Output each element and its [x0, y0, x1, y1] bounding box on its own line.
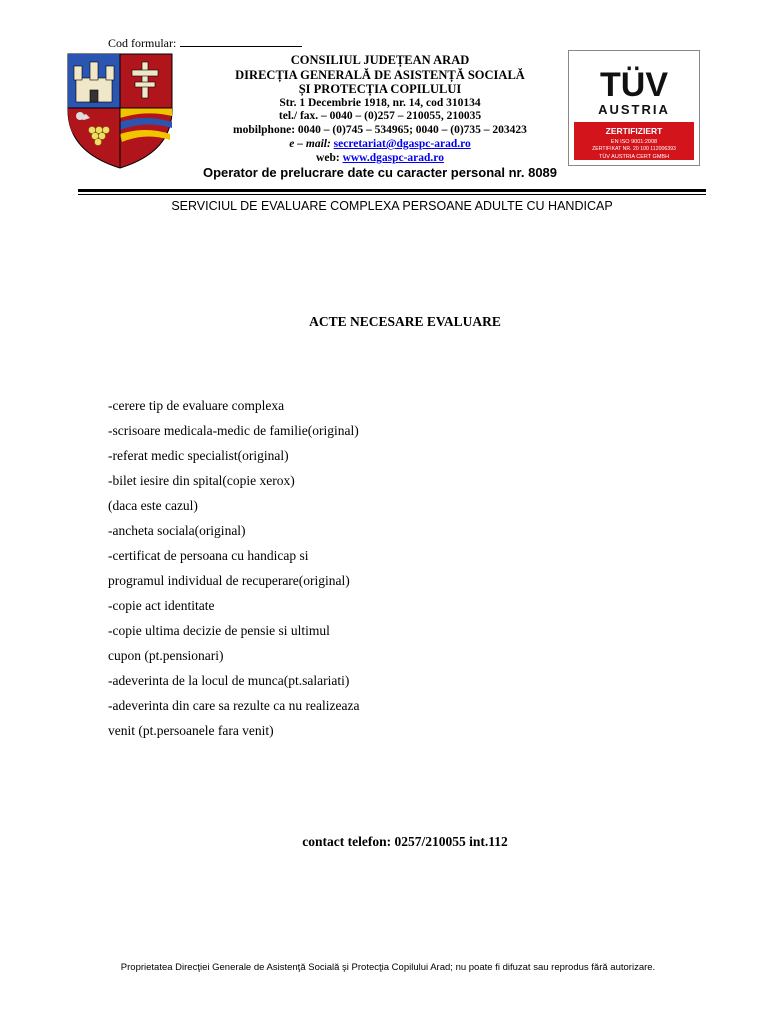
- required-documents-list: [108, 396, 359, 746]
- header-email: [180, 138, 580, 150]
- email-label: e – mail:: [289, 138, 331, 150]
- list-item: -copie ultima decizie de pensie si ultimul: [108, 623, 330, 638]
- header-address: Str. 1 Decembrie 1918, nr. 14, cod 310134: [279, 97, 481, 109]
- list-item: -adeverinta din care sa rezulte ca nu realizeaza: [108, 698, 360, 713]
- web-label: web:: [316, 152, 340, 164]
- header-mobile: mobilphone: 0040 – (0)745 – 534965; 0040 – (0)735 – 203423: [233, 124, 527, 136]
- list-item: -bilet iesire din spital(copie xerox): [108, 473, 295, 488]
- list-item: -scrisoare medicala-medic de familie(original): [108, 423, 359, 438]
- list-item: programul individual de recuperare(original): [108, 573, 350, 588]
- header-council: CONSILIUL JUDEȚEAN ARAD: [290, 53, 470, 67]
- header-telephone: tel./ fax. – 0040 – (0)257 – 210055, 210035: [278, 110, 482, 122]
- list-item: -copie act identitate: [108, 598, 215, 613]
- list-item: cupon (pt.pensionari): [108, 648, 224, 663]
- header-rule-thin: [78, 194, 706, 195]
- county-coat-of-arms: [66, 52, 174, 170]
- tuv-brand: TÜV: [600, 66, 668, 104]
- list-item: -cerere tip de evaluare complexa: [108, 398, 285, 413]
- list-item: -certificat de persoana cu handicap si: [108, 548, 309, 563]
- contact-phone: contact telefon: 0257/210055 int.112: [302, 834, 508, 849]
- footer-notice: Proprietatea Direcţiei Generale de Asistenţă Socială şi Protecţia Copilului Arad; nu poate fi difuzat sau reprodus fără autorizare.: [120, 962, 656, 973]
- header-child-protection: ȘI PROTECȚIA COPILULUI: [298, 82, 462, 96]
- form-code-blank[interactable]: [180, 35, 302, 47]
- header-data-operator: Operator de prelucrare date cu caracter personal nr. 8089: [202, 165, 558, 180]
- tuv-badge: ZERTIFIZIERT: [605, 126, 663, 136]
- header-directorate: DIRECȚIA GENERALĂ DE ASISTENȚĂ SOCIALĂ: [235, 68, 525, 82]
- list-item: (daca este cazul): [108, 498, 198, 513]
- tuv-certification-logo: [568, 50, 700, 166]
- web-link[interactable]: www.dgaspc-arad.ro: [342, 152, 444, 164]
- list-item: -adeverinta de la locul de munca(pt.salariati): [108, 673, 350, 688]
- form-code-label: Cod formular:: [108, 36, 177, 50]
- form-code: [108, 35, 302, 51]
- document-title: ACTE NECESARE EVALUARE: [309, 314, 501, 329]
- tuv-cert: ZERTIFIKAT NR. 20 100 112006393: [592, 146, 676, 152]
- list-item: venit (pt.persoanele fara venit): [108, 723, 274, 738]
- tuv-footer: TÜV AUSTRIA CERT GMBH: [598, 154, 670, 160]
- tuv-country: AUSTRIA: [598, 102, 670, 117]
- tuv-iso: EN ISO 9001:2008: [610, 139, 658, 145]
- service-name: SERVICIUL DE EVALUARE COMPLEXA PERSOANE ADULTE CU HANDICAP: [171, 199, 613, 213]
- list-item: -referat medic specialist(original): [108, 448, 289, 463]
- list-item: -ancheta sociala(original): [108, 523, 246, 538]
- header-rule-thick: [78, 189, 706, 192]
- header-web: [180, 152, 580, 164]
- email-link[interactable]: secretariat@dgaspc-arad.ro: [333, 138, 471, 150]
